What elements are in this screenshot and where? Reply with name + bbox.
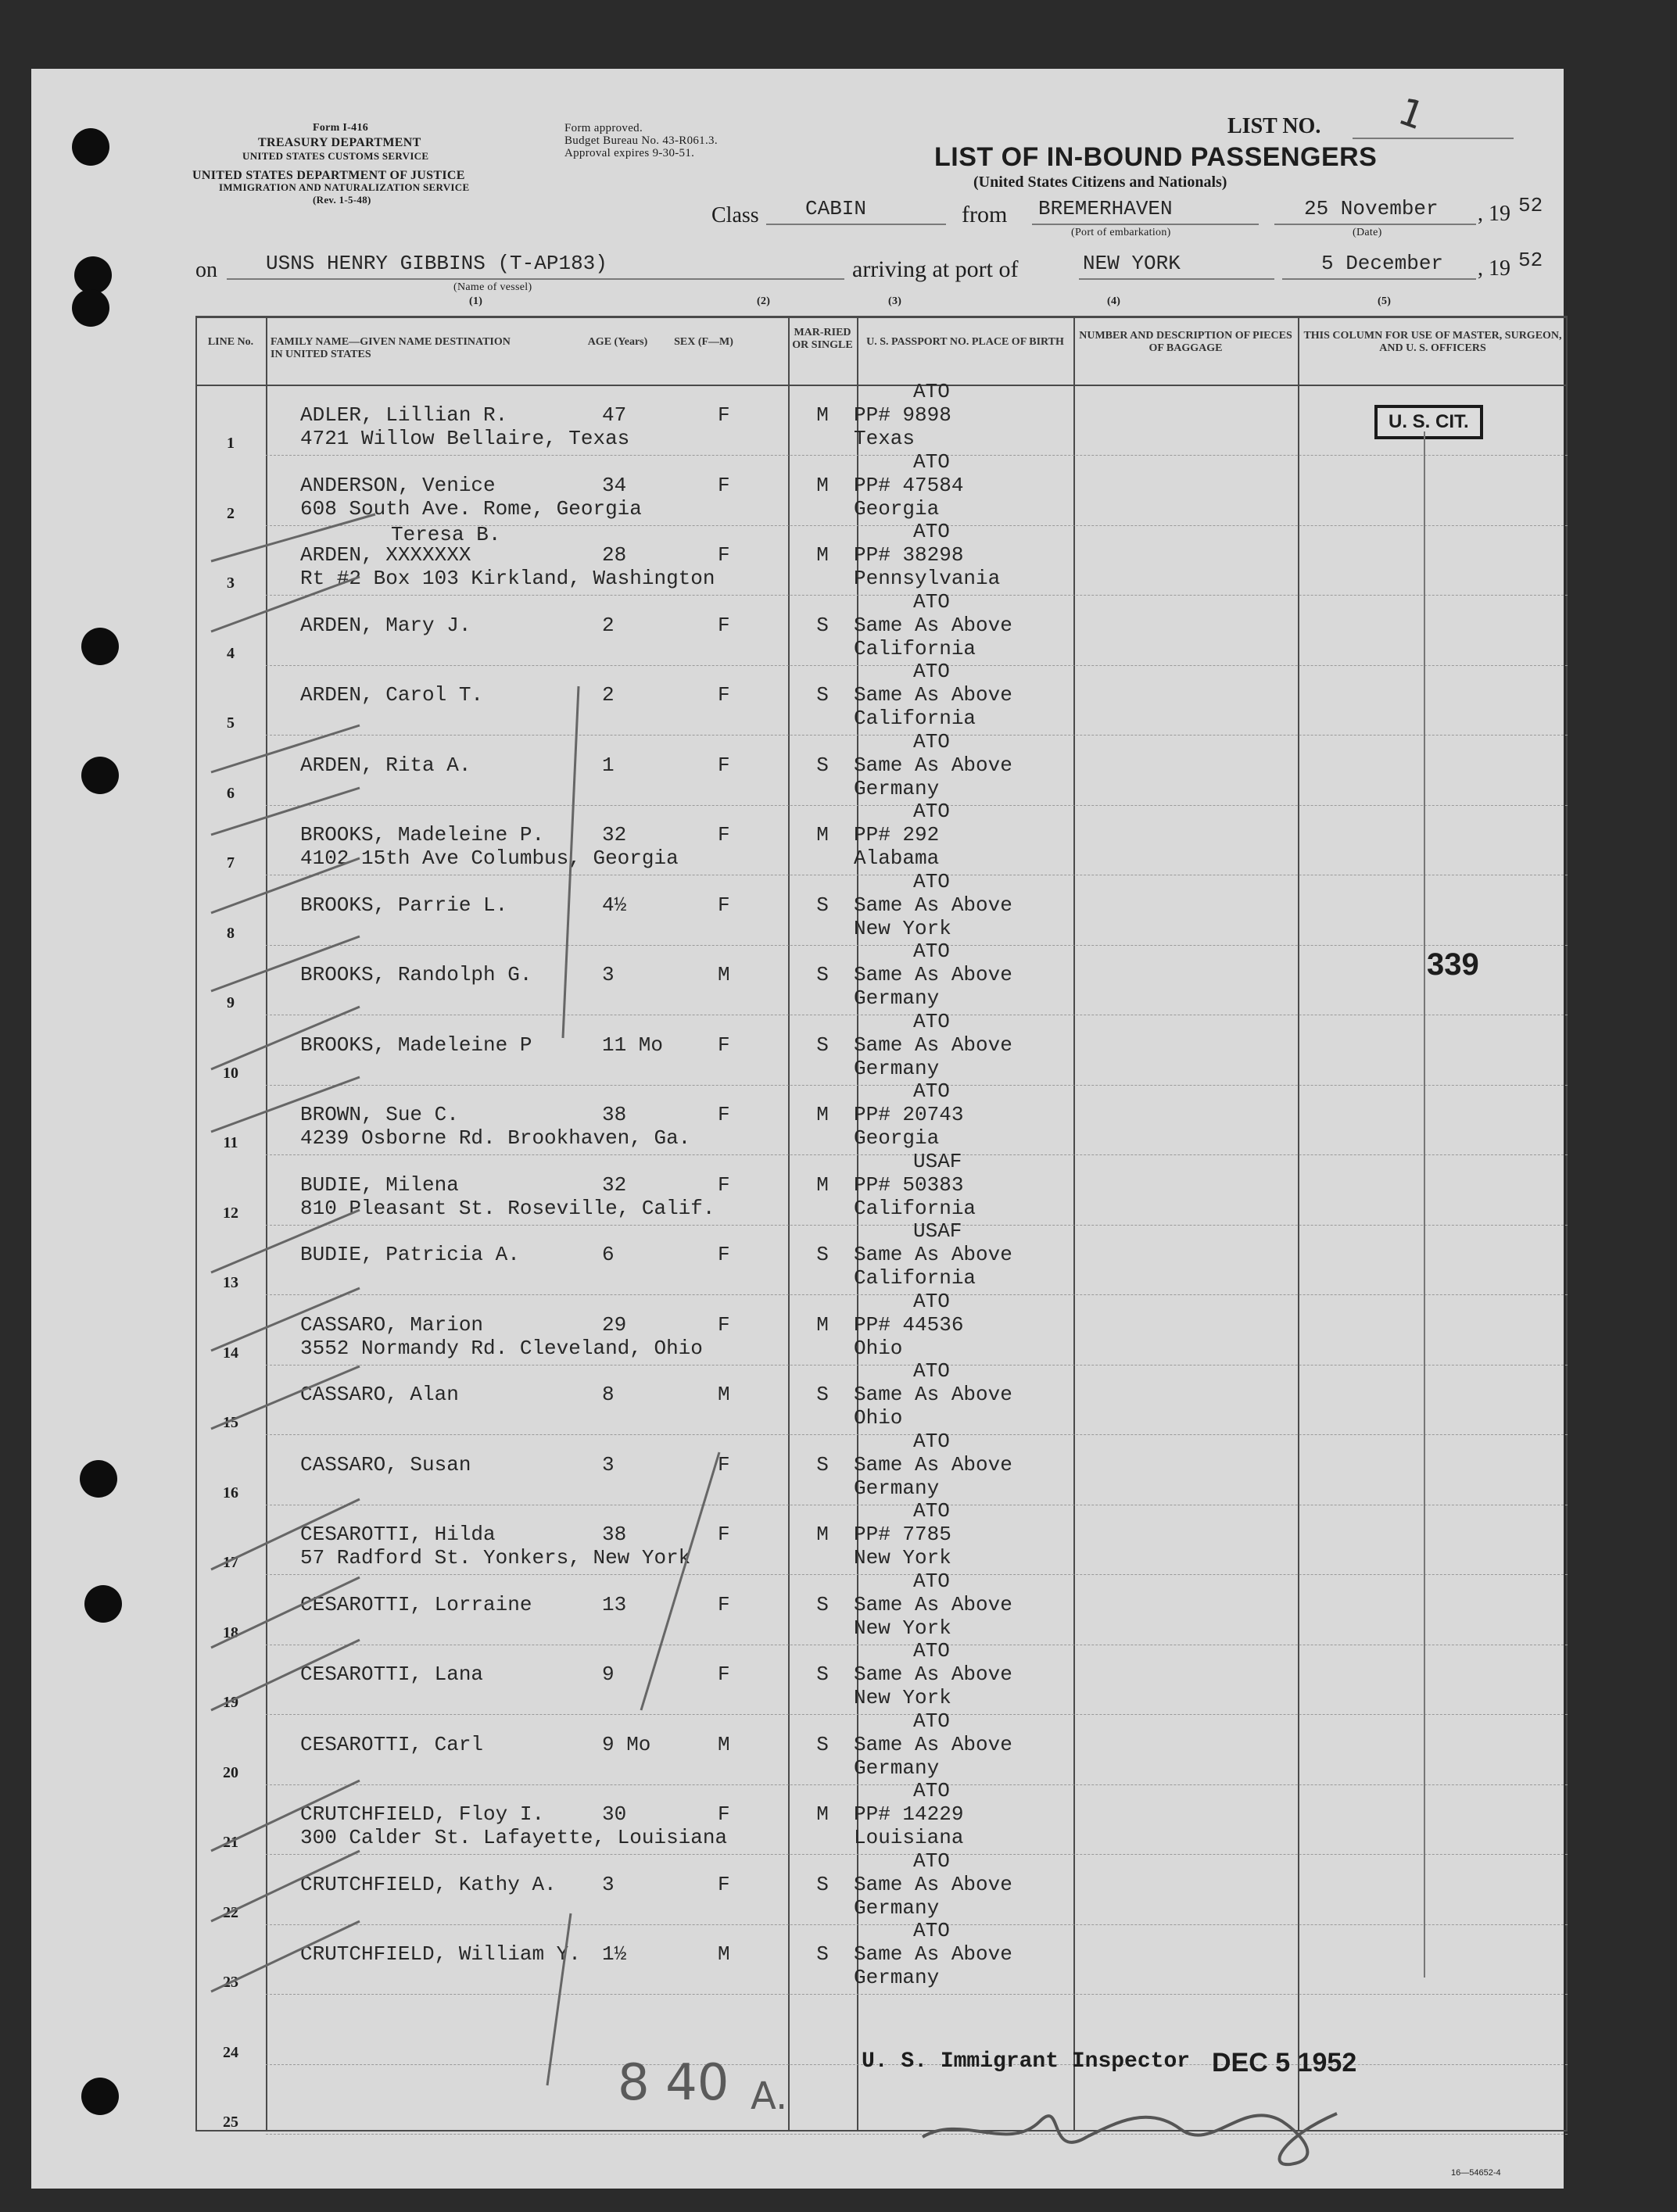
- embark-date: 25 November: [1304, 197, 1439, 220]
- passenger-age: 11 Mo: [602, 1033, 664, 1057]
- place-of-birth: Germany: [854, 1895, 940, 1920]
- passport-number: PP# 20743: [854, 1103, 964, 1126]
- passenger-destination: 810 Pleasant St. Roseville, Calif.: [300, 1196, 715, 1220]
- passenger-age: 9 Mo: [602, 1732, 651, 1756]
- line-number: 22: [223, 1903, 238, 1921]
- marital-status: S: [816, 893, 829, 917]
- place-of-birth: California: [854, 1266, 976, 1290]
- passenger-age: 6: [602, 1243, 615, 1266]
- line-number: 19: [223, 1694, 238, 1711]
- passenger-sex: F: [718, 1103, 730, 1126]
- passenger-sex: F: [718, 823, 730, 847]
- issuing-office: ATO: [913, 660, 950, 683]
- line-number: 4: [227, 644, 235, 662]
- passenger-age: 30: [602, 1802, 627, 1826]
- revision: (Rev. 1-5-48): [313, 194, 371, 206]
- arrival-year: 52: [1518, 249, 1543, 272]
- passenger-age: 1½: [602, 1942, 627, 1966]
- issuing-office: USAF: [913, 1219, 962, 1243]
- passenger-age: 3: [602, 963, 615, 986]
- passenger-name: CESAROTTI, Carl: [300, 1732, 484, 1756]
- passport-number: Same As Above: [854, 1942, 1012, 1966]
- passenger-name: CASSARO, Alan: [300, 1383, 459, 1406]
- passenger-sex: F: [718, 473, 730, 497]
- issuing-office: ATO: [913, 1009, 950, 1033]
- issuing-office: ATO: [913, 1849, 950, 1873]
- header-passport: U. S. PASSPORT NO. PLACE OF BIRTH: [866, 336, 1064, 348]
- passenger-name: ARDEN, Rita A.: [300, 753, 471, 777]
- issuing-office: ATO: [913, 800, 950, 823]
- passenger-sex: F: [718, 1872, 730, 1896]
- passenger-destination: 4102 15th Ave Columbus, Georgia: [300, 847, 679, 870]
- line-number: 23: [223, 1974, 238, 1991]
- marital-status: S: [816, 1033, 829, 1057]
- issuing-office: ATO: [913, 1569, 950, 1593]
- passenger-sex: F: [718, 1312, 730, 1337]
- marital-status: S: [816, 683, 829, 707]
- issuing-office: ATO: [913, 940, 950, 963]
- line-number: 20: [223, 1763, 238, 1781]
- line-number: 11: [223, 1134, 238, 1151]
- issuing-office: ATO: [913, 1429, 950, 1453]
- line-number: 2: [227, 504, 235, 522]
- passenger-name: CRUTCHFIELD, William Y.: [300, 1942, 581, 1966]
- inspector-date: DEC 5 1952: [1212, 2048, 1357, 2078]
- passenger-destination: 57 Radford St. Yonkers, New York: [300, 1546, 691, 1570]
- place-of-birth: Pennsylvania: [854, 567, 1001, 590]
- passenger-name: BROWN, Sue C.: [300, 1103, 459, 1126]
- passenger-name: BROOKS, Madeleine P.: [300, 823, 545, 847]
- arrival-year-prefix: , 19: [1478, 256, 1510, 281]
- marital-status: S: [816, 1452, 829, 1476]
- passenger-age: 38: [602, 1523, 627, 1546]
- passport-number: Same As Above: [854, 1872, 1012, 1896]
- passenger-name: ARDEN, XXXXXXX: [300, 543, 471, 567]
- place-of-birth: Ohio: [854, 1406, 903, 1430]
- passport-number: Same As Above: [854, 1663, 1012, 1686]
- budget-bureau: Budget Bureau No. 43-R061.3.: [564, 134, 718, 147]
- arrival-port: NEW YORK: [1083, 252, 1181, 275]
- line-number: 9: [227, 994, 235, 1011]
- marital-status: M: [816, 1802, 829, 1826]
- embark-port: BREMERHAVEN: [1038, 197, 1173, 220]
- passport-number: Same As Above: [854, 683, 1012, 707]
- passenger-age: 47: [602, 403, 627, 427]
- line-number: 1: [227, 435, 235, 452]
- officer-check-line: [1424, 431, 1425, 1978]
- passenger-age: 38: [602, 1103, 627, 1126]
- passport-number: Same As Above: [854, 963, 1012, 986]
- inspector-signature: [915, 2082, 1353, 2168]
- passport-number: PP# 14229: [854, 1802, 964, 1826]
- place-of-birth: California: [854, 636, 976, 660]
- line-number: 7: [227, 854, 235, 872]
- place-of-birth: Germany: [854, 1966, 940, 1989]
- marital-status: S: [816, 963, 829, 986]
- issuing-office: ATO: [913, 1359, 950, 1383]
- issuing-office: USAF: [913, 1149, 962, 1173]
- from-label: from: [962, 202, 1008, 227]
- pencil-total: 8 40: [618, 2054, 729, 2112]
- list-no-value: 1: [1392, 89, 1431, 139]
- passenger-sex: F: [718, 1523, 730, 1546]
- line-number: 3: [227, 574, 235, 592]
- on-label: on: [195, 258, 217, 282]
- place-of-birth: Georgia: [854, 1126, 940, 1150]
- passenger-age: 9: [602, 1663, 615, 1686]
- form-approved: Form approved.: [564, 122, 643, 134]
- passenger-sex: M: [718, 1942, 730, 1966]
- column-number: (2): [757, 295, 771, 307]
- passenger-sex: F: [718, 1033, 730, 1057]
- passenger-destination: Rt #2 Box 103 Kirkland, Washington: [300, 567, 715, 590]
- passenger-sex: F: [718, 543, 730, 567]
- marital-status: S: [816, 1732, 829, 1756]
- passenger-name: CESAROTTI, Hilda: [300, 1523, 496, 1546]
- officer-number: 339: [1427, 947, 1479, 982]
- passenger-name: BUDIE, Patricia A.: [300, 1243, 520, 1266]
- passenger-name: BROOKS, Randolph G.: [300, 963, 532, 986]
- passport-number: PP# 50383: [854, 1172, 964, 1197]
- issuing-office: ATO: [913, 1289, 950, 1313]
- passenger-age: 34: [602, 473, 627, 497]
- place-of-birth: New York: [854, 1546, 951, 1570]
- marital-status: S: [816, 753, 829, 777]
- passport-number: Same As Above: [854, 1732, 1012, 1756]
- binder-hole: [81, 757, 119, 794]
- issuing-office: ATO: [913, 1779, 950, 1802]
- passenger-destination: 4239 Osborne Rd. Brookhaven, Ga.: [300, 1126, 691, 1150]
- issuing-office: ATO: [913, 729, 950, 753]
- column-number: (5): [1378, 295, 1392, 307]
- passenger-age: 32: [602, 823, 627, 847]
- passenger-age: 28: [602, 543, 627, 567]
- passport-number: Same As Above: [854, 1592, 1012, 1616]
- column-number: (1): [469, 295, 483, 307]
- passenger-sex: F: [718, 1452, 730, 1476]
- marital-status: M: [816, 1312, 829, 1337]
- marital-status: M: [816, 543, 829, 567]
- passenger-sex: F: [718, 1172, 730, 1197]
- marital-status: M: [816, 1172, 829, 1197]
- passport-number: PP# 292: [854, 823, 940, 847]
- form-number: Form I-416: [313, 122, 369, 134]
- class-value: CABIN: [805, 197, 867, 220]
- binder-hole: [81, 628, 119, 665]
- line-number: 6: [227, 784, 235, 802]
- header-name: FAMILY NAME—GIVEN NAME DESTINATION IN UNITED STATES: [271, 336, 511, 360]
- issuing-office: ATO: [913, 1079, 950, 1103]
- treasury-dept: TREASURY DEPARTMENT: [258, 136, 421, 149]
- place-of-birth: Ohio: [854, 1336, 903, 1360]
- passport-number: Same As Above: [854, 753, 1012, 777]
- place-of-birth: Louisiana: [854, 1826, 964, 1849]
- issuing-office: ATO: [913, 520, 950, 543]
- passenger-destination: 608 South Ave. Rome, Georgia: [300, 496, 642, 521]
- passport-number: Same As Above: [854, 1243, 1012, 1266]
- marital-status: S: [816, 1592, 829, 1616]
- pencil-check-marks: [203, 491, 751, 2093]
- page-subtitle: (United States Citizens and Nationals): [973, 174, 1227, 191]
- ins-service: IMMIGRATION AND NATURALIZATION SERVICE: [219, 181, 470, 193]
- passenger-name: ARDEN, Mary J.: [300, 613, 471, 637]
- passport-number: PP# 9898: [854, 403, 951, 427]
- embark-year: 52: [1518, 194, 1543, 217]
- passenger-sex: F: [718, 403, 730, 427]
- table-row: [195, 380, 1568, 456]
- passenger-name: ARDEN, Carol T.: [300, 683, 484, 707]
- line-number: 8: [227, 924, 235, 942]
- binder-hole: [81, 2078, 119, 2115]
- passport-number: PP# 7785: [854, 1523, 951, 1546]
- header-sex: SEX (F—M): [674, 336, 733, 348]
- marital-status: S: [816, 613, 829, 637]
- header-age: AGE (Years): [587, 336, 648, 348]
- binder-hole: [72, 289, 109, 327]
- header-married: MAR-RIED OR SINGLE: [792, 327, 853, 351]
- header-line-no: LINE No.: [207, 336, 254, 348]
- issuing-office: ATO: [913, 589, 950, 614]
- passenger-name: CRUTCHFIELD, Floy I.: [300, 1802, 545, 1826]
- passenger-age: 4½: [602, 893, 627, 917]
- line-number: 21: [223, 1834, 238, 1851]
- passenger-destination: 3552 Normandy Rd. Cleveland, Ohio: [300, 1336, 703, 1360]
- line-number: 18: [223, 1623, 238, 1641]
- date-caption: (Date): [1353, 227, 1382, 238]
- place-of-birth: Texas: [854, 427, 916, 450]
- passport-number: PP# 47584: [854, 473, 964, 497]
- passenger-name: BROOKS, Parrie L.: [300, 893, 508, 917]
- passenger-name: CESAROTTI, Lorraine: [300, 1592, 532, 1616]
- header-baggage: NUMBER AND DESCRIPTION OF PIECES OF BAGGAGE: [1079, 330, 1292, 354]
- vessel-caption: (Name of vessel): [453, 281, 532, 293]
- marital-status: M: [816, 473, 829, 497]
- embark-caption: (Port of embarkation): [1071, 227, 1171, 238]
- line-number: 25: [223, 2114, 238, 2131]
- vessel-name: USNS HENRY GIBBINS (T-AP183): [266, 252, 607, 275]
- passenger-name: CASSARO, Susan: [300, 1452, 471, 1476]
- passport-number: Same As Above: [854, 1033, 1012, 1057]
- line-number: 5: [227, 714, 235, 732]
- passenger-age: 8: [602, 1383, 615, 1406]
- customs-service: UNITED STATES CUSTOMS SERVICE: [242, 150, 429, 162]
- passenger-age: 1: [602, 753, 615, 777]
- line-number: 12: [223, 1204, 238, 1222]
- place-of-birth: New York: [854, 1686, 951, 1709]
- passport-number: PP# 38298: [854, 543, 964, 567]
- issuing-office: ATO: [913, 1639, 950, 1663]
- passport-number: Same As Above: [854, 893, 1012, 917]
- passenger-name: CASSARO, Marion: [300, 1312, 484, 1337]
- passenger-sex: F: [718, 893, 730, 917]
- passenger-destination: 300 Calder St. Lafayette, Louisiana: [300, 1826, 728, 1849]
- place-of-birth: Germany: [854, 776, 940, 800]
- issuing-office: ATO: [913, 1919, 950, 1942]
- arriving-label: arriving at port of: [852, 256, 1019, 282]
- passenger-sex: M: [718, 963, 730, 986]
- passenger-name: ANDERSON, Venice: [300, 473, 496, 497]
- page-title: LIST OF IN-BOUND PASSENGERS: [934, 142, 1378, 172]
- binder-hole: [80, 1460, 117, 1498]
- arrival-date: 5 December: [1321, 252, 1444, 275]
- line-number: 14: [223, 1344, 238, 1362]
- inspector-label: U. S. Immigrant Inspector: [862, 2049, 1191, 2074]
- line-number: 15: [223, 1414, 238, 1431]
- header-officers: THIS COLUMN FOR USE OF MASTER, SURGEON, AND U. S. OFFICERS: [1303, 330, 1562, 354]
- passenger-name: CESAROTTI, Lana: [300, 1663, 484, 1686]
- issuing-office: ATO: [913, 449, 950, 474]
- class-label: Class: [711, 203, 759, 227]
- place-of-birth: California: [854, 1196, 976, 1220]
- issuing-office: ATO: [913, 1499, 950, 1523]
- issuing-office: ATO: [913, 1709, 950, 1733]
- passenger-age: 3: [602, 1872, 615, 1896]
- place-of-birth: Germany: [854, 1476, 940, 1500]
- passenger-sex: M: [718, 1383, 730, 1406]
- passport-number: Same As Above: [854, 1452, 1012, 1476]
- passenger-sex: F: [718, 1243, 730, 1266]
- passenger-age: 32: [602, 1172, 627, 1197]
- list-no-label: LIST NO.: [1227, 114, 1321, 138]
- passenger-sex: F: [718, 753, 730, 777]
- justice-dept: UNITED STATES DEPARTMENT OF JUSTICE: [192, 169, 465, 182]
- marital-status: M: [816, 823, 829, 847]
- binder-hole: [72, 128, 109, 166]
- marital-status: S: [816, 1243, 829, 1266]
- marital-status: M: [816, 1523, 829, 1546]
- line-number: 17: [223, 1554, 238, 1571]
- passenger-name: CRUTCHFIELD, Kathy A.: [300, 1872, 557, 1896]
- passenger-age: 2: [602, 613, 615, 637]
- place-of-birth: Alabama: [854, 847, 940, 870]
- passenger-sex: F: [718, 683, 730, 707]
- binder-hole: [74, 256, 112, 294]
- embark-year-prefix: , 19: [1478, 202, 1510, 226]
- manifest-page: [31, 69, 1564, 2189]
- place-of-birth: Germany: [854, 1756, 940, 1780]
- marital-status: S: [816, 1383, 829, 1406]
- line-number: 13: [223, 1274, 238, 1291]
- pencil-suffix: A.: [751, 2074, 788, 2118]
- place-of-birth: Germany: [854, 1056, 940, 1080]
- passenger-name: BROOKS, Madeleine P: [300, 1033, 532, 1057]
- place-of-birth: Germany: [854, 986, 940, 1010]
- marital-status: M: [816, 403, 829, 427]
- binder-hole: [84, 1585, 122, 1623]
- passenger-age: 29: [602, 1312, 627, 1337]
- place-of-birth: Georgia: [854, 496, 940, 521]
- marital-status: S: [816, 1872, 829, 1896]
- issuing-office: ATO: [913, 869, 950, 893]
- passenger-age: 13: [602, 1592, 627, 1616]
- form-code: 16—54652-4: [1451, 2168, 1501, 2178]
- place-of-birth: California: [854, 707, 976, 730]
- passport-number: Same As Above: [854, 613, 1012, 637]
- passenger-sex: F: [718, 1592, 730, 1616]
- line-number: 24: [223, 2043, 238, 2061]
- passenger-sex: F: [718, 613, 730, 637]
- passenger-sex: F: [718, 1802, 730, 1826]
- line-number: 16: [223, 1484, 238, 1502]
- marital-status: M: [816, 1103, 829, 1126]
- place-of-birth: New York: [854, 916, 951, 940]
- marital-status: S: [816, 1942, 829, 1966]
- marital-status: S: [816, 1663, 829, 1686]
- approval-expires: Approval expires 9-30-51.: [564, 147, 695, 159]
- name-correction: Teresa B.: [391, 523, 501, 546]
- line-number: 10: [223, 1064, 238, 1082]
- column-number: (4): [1107, 295, 1121, 307]
- passenger-age: 3: [602, 1452, 615, 1476]
- passport-number: Same As Above: [854, 1383, 1012, 1406]
- passenger-age: 2: [602, 683, 615, 707]
- place-of-birth: New York: [854, 1616, 951, 1640]
- passenger-destination: 4721 Willow Bellaire, Texas: [300, 427, 630, 450]
- issuing-office: ATO: [913, 380, 950, 403]
- passenger-name: ADLER, Lillian R.: [300, 403, 508, 427]
- us-cit-stamp: U. S. CIT.: [1374, 405, 1483, 439]
- passenger-sex: M: [718, 1732, 730, 1756]
- passport-number: PP# 44536: [854, 1312, 964, 1337]
- passenger-sex: F: [718, 1663, 730, 1686]
- column-number: (3): [888, 295, 902, 307]
- passenger-name: BUDIE, Milena: [300, 1172, 459, 1197]
